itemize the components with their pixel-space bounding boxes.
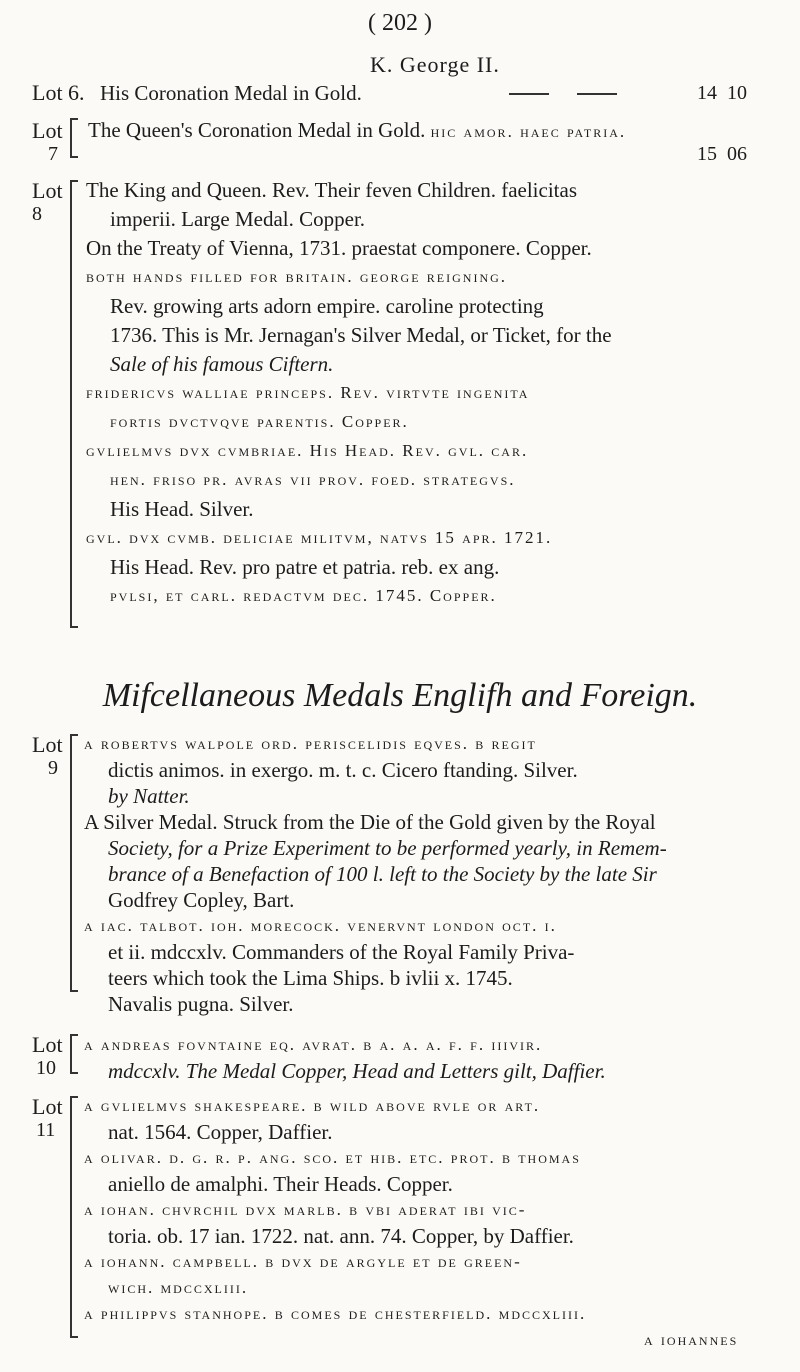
lot11-brace — [70, 1096, 72, 1338]
lot11-catchword: a iohannes — [644, 1330, 739, 1349]
lot8-label: Lot — [32, 178, 63, 203]
lot11-line-2: nat. 1564. Copper, Daffier. — [108, 1120, 333, 1144]
lot6-price-pounds: 14 — [697, 82, 717, 104]
lot10-label: Lot — [32, 1032, 63, 1057]
lot8-brace — [70, 180, 72, 628]
lot7-label: Lot — [32, 118, 63, 143]
lot10-number: 10 — [36, 1057, 56, 1079]
lot9-line-10: teers which took the Lima Ships. b ivlii x. 1745. — [108, 966, 513, 990]
lot9-label: Lot — [32, 732, 63, 757]
lot6-label: Lot 6. — [32, 80, 85, 105]
lot8-line-7: Sale of his famous Ciftern. — [110, 352, 334, 376]
page-number: ( 202 ) — [368, 10, 432, 36]
lot11-number: 11 — [36, 1119, 56, 1141]
lot9-line-3: by Natter. — [108, 784, 190, 808]
lot11-label: Lot — [32, 1094, 63, 1119]
section-heading: Mifcellaneous Medals Englifh and Foreign. — [102, 677, 698, 714]
lot8-line-8: fridericvs walliae princeps. Rev. virtvte ingenita — [86, 383, 530, 402]
lot9-number: 9 — [48, 757, 58, 779]
lot11-line-9: a philippvs stanhope. b comes de chesterfield. mdccxliii. — [84, 1304, 587, 1323]
lot8-line-1: The King and Queen. Rev. Their feven Children. faelicitas — [86, 178, 577, 202]
lot10-brace — [70, 1034, 72, 1074]
lot9-line-11: Navalis pugna. Silver. — [108, 992, 294, 1016]
lot10-line-2: mdccxlv. The Medal Copper, Head and Letters gilt, Daffier. — [108, 1059, 606, 1083]
lot6-description: His Coronation Medal in Gold. — [100, 81, 362, 105]
lot6-price-shillings: 10 — [727, 82, 747, 104]
lot9-line-4: A Silver Medal. Struck from the Die of the Gold given by the Royal — [84, 810, 656, 834]
lot8-line-12: His Head. Silver. — [110, 497, 254, 521]
lot11-line-5: a iohan. chvrchil dvx marlb. b vbi aderat ibi vic- — [84, 1200, 527, 1219]
lot8-line-15: pvlsi, et carl. redactvm dec. 1745. Copper. — [110, 586, 497, 605]
lot9-line-8: a iac. talbot. ioh. morecock. venervnt london oct. i. — [84, 916, 557, 935]
lot8-line-14: His Head. Rev. pro patre et patria. reb. ex ang. — [110, 555, 500, 579]
lot9-line-5: Society, for a Prize Experiment to be performed yearly, in Remem- — [108, 836, 667, 860]
lot7-price-pounds: 15 — [697, 143, 717, 165]
lot7-description: The Queen's Coronation Medal in Gold. hic amor. haec patria. — [88, 118, 627, 142]
section-title: K. George II. — [370, 52, 500, 77]
lot6-price-dashes — [495, 82, 631, 105]
lot9-line-1: a robertvs walpole ord. periscelidis eqves. b regit — [84, 734, 537, 753]
lot11-line-1: a gvlielmvs shakespeare. b wild above rvle or art. — [84, 1096, 541, 1115]
lot8-line-3: On the Treaty of Vienna, 1731. praestat componere. Copper. — [86, 236, 592, 260]
lot8-line-2: imperii. Large Medal. Copper. — [110, 207, 366, 231]
lot11-line-3: a olivar. d. g. r. p. ang. sco. et hib. etc. prot. b thomas — [84, 1148, 581, 1167]
lot9-line-9: et ii. mdccxlv. Commanders of the Royal Family Priva- — [108, 940, 575, 964]
lot8-line-13: gvl. dvx cvmb. deliciae militvm, natvs 15 apr. 1721. — [86, 528, 553, 547]
lot7-brace — [70, 118, 72, 158]
lot8-line-4: both hands filled for britain. george reigning. — [86, 267, 508, 286]
lot9-line-7: Godfrey Copley, Bart. — [108, 888, 295, 912]
lot7-price-shillings: 06 — [727, 143, 747, 165]
lot11-line-7: a iohann. campbell. b dvx de argyle et de green- — [84, 1252, 522, 1271]
lot10-line-1: a andreas fovntaine eq. avrat. b a. a. a. f. f. iiivir. — [84, 1035, 543, 1054]
lot11-line-4: aniello de amalphi. Their Heads. Copper. — [108, 1172, 453, 1196]
lot8-number: 8 — [32, 203, 42, 225]
lot8-line-9: fortis dvctvqve parentis. Copper. — [110, 412, 409, 431]
lot8-line-11: hen. friso pr. avras vii prov. foed. strategvs. — [110, 470, 516, 489]
lot7-number: 7 — [48, 143, 58, 165]
lot8-line-6: 1736. This is Mr. Jernagan's Silver Medal, or Ticket, for the — [110, 323, 612, 347]
lot11-line-6: toria. ob. 17 ian. 1722. nat. ann. 74. Copper, by Daffier. — [108, 1224, 574, 1248]
lot9-line-2: dictis animos. in exergo. m. t. c. Cicero ftanding. Silver. — [108, 758, 578, 782]
lot11-line-8: wich. mdccxliii. — [108, 1278, 249, 1297]
lot8-line-10: gvlielmvs dvx cvmbriae. His Head. Rev. gvl. car. — [86, 441, 529, 460]
lot8-line-5: Rev. growing arts adorn empire. caroline protecting — [110, 294, 544, 318]
lot9-brace — [70, 734, 72, 992]
lot9-line-6: brance of a Benefaction of 100 l. left to the Society by the late Sir — [108, 862, 657, 886]
